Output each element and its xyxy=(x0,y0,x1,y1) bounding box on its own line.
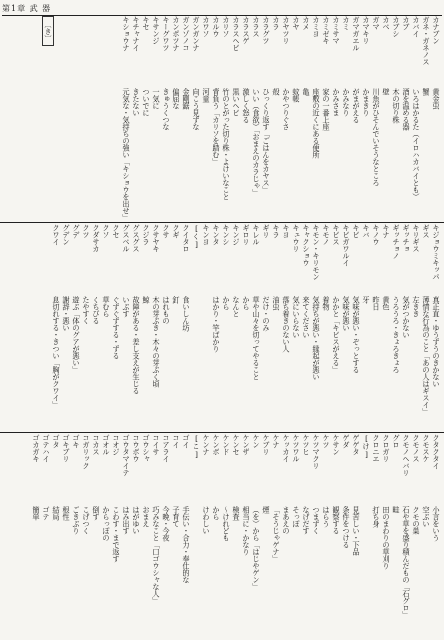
entry-gloss: 壁 xyxy=(382,88,391,95)
entry-gloss: 謝辞・悪い xyxy=(62,296,71,331)
entry-head: クモスケ xyxy=(422,434,431,462)
entry-head: カブシ xyxy=(392,16,401,37)
entry-gloss: 落ち着きのない人 xyxy=(282,296,291,352)
entry-gloss: はがゆい xyxy=(132,506,141,534)
entry-gloss: 蚊帳 xyxy=(292,88,301,102)
entry-head: グデ xyxy=(72,224,81,238)
entry-gloss: 木の芽ぶき・木々の芽ぶく頃 xyxy=(152,296,161,387)
entry-gloss: 家の一番上座 xyxy=(322,88,331,130)
band-3 xyxy=(0,432,444,640)
entry-head: ギス xyxy=(422,224,431,238)
entry-head: カラ xyxy=(272,16,281,30)
entry-head: キヨ xyxy=(282,224,291,238)
entry-gloss: こわす・まで返す xyxy=(112,506,121,562)
entry-gloss: だけ・のみ xyxy=(262,296,271,331)
entry-gloss: 一気に xyxy=(152,88,161,109)
entry-head: クダサカ xyxy=(92,224,101,252)
entry-head: コカス xyxy=(92,434,101,455)
entry-gloss: 金剛鋸 xyxy=(182,88,191,109)
entry-gloss: 川魚がひそんでいそうなところ xyxy=(372,88,381,186)
entry-head: クイタロ xyxy=(182,224,191,252)
entry-head: ケナ xyxy=(272,434,281,448)
entry-head: ガマ xyxy=(372,16,381,30)
entry-gloss: まあえの xyxy=(282,506,291,534)
entry-head: クロガリ xyxy=(382,434,391,462)
entry-head: ゴキ xyxy=(72,434,81,448)
entry-gloss: 打ち身 xyxy=(372,506,381,527)
entry-head: カミ xyxy=(342,16,351,30)
entry-gloss: 田のまわりの草刈り xyxy=(382,506,391,569)
entry-head: カバイ xyxy=(412,16,421,37)
entry-gloss: 子育て xyxy=(172,506,181,527)
entry-gloss: 小言をいう xyxy=(432,506,441,541)
entry-head: クサ xyxy=(162,224,171,238)
entry-gloss: 蟹 xyxy=(422,88,431,95)
entry-head: カヤ xyxy=(292,16,301,30)
entry-gloss: 手伝い・合力・奉仕的な xyxy=(182,506,191,583)
entry-head: グデン xyxy=(62,224,71,245)
entry-gloss: くちびる xyxy=(92,296,101,324)
entry-head: コウボウ xyxy=(132,434,141,462)
entry-head: ケンセ xyxy=(232,434,241,455)
entry-gloss: 結局 xyxy=(52,506,61,520)
entry-head: クロニエ xyxy=(372,434,381,462)
entry-gloss: 牙 xyxy=(362,296,371,303)
entry-gloss: 気持ちが悪い・縁起が悪い xyxy=(312,296,321,380)
entry-head: キモノ xyxy=(322,224,331,245)
band-1 xyxy=(0,14,444,223)
entry-head: ゲダ xyxy=(342,434,351,448)
entry-head: ギリ xyxy=(262,224,271,238)
entry-head: ケツマクリ xyxy=(312,434,321,469)
entry-head: カラスゲ xyxy=(242,16,251,44)
entry-gloss: 相当に・かなり xyxy=(242,506,251,555)
entry-gloss: 石や草を盛り積んだもの「石グロ」 xyxy=(402,506,411,618)
entry-head: カラスヘビ xyxy=(232,16,241,51)
entry-gloss: からっぽの xyxy=(102,506,111,541)
entry-gloss: （を）から「はじやゲン」 xyxy=(252,506,261,590)
entry-gloss: 草や山々を切ってやること xyxy=(252,296,261,380)
entry-head: ケサン xyxy=(332,434,341,455)
entry-head: ケッカイ xyxy=(282,434,291,462)
entry-gloss: いぶす xyxy=(122,296,131,317)
entry-head: キビス xyxy=(332,224,341,245)
entry-gloss: なんと xyxy=(232,296,241,317)
entry-head: ケンザ xyxy=(242,434,251,455)
entry-gloss: 背負う「カリソを踏む」 xyxy=(212,88,221,165)
entry-gloss: 来てください xyxy=(302,296,311,338)
band-2 xyxy=(0,222,444,433)
entry-gloss: 気味が悪い・ぞっとする xyxy=(352,296,361,373)
entry-gloss: はれもの xyxy=(162,296,171,324)
entry-gloss: かみなり xyxy=(342,88,351,116)
entry-gloss: ぐずぐずする・ずる xyxy=(112,296,121,359)
entry-head: カルウ xyxy=(212,16,221,37)
entry-gloss: クモの巣 xyxy=(412,506,421,534)
entry-head: キュウリ xyxy=(292,224,301,252)
entry-head: ガンゾノコ xyxy=(182,16,191,51)
entry-head: ゴウタマイテ xyxy=(122,434,131,476)
entry-gloss: 元気な・気持ちの強い「キショウを出せ」 xyxy=(122,88,131,221)
entry-gloss: 根性 xyxy=(62,506,71,520)
entry-head: ケン xyxy=(252,434,261,448)
entry-head: カベ xyxy=(382,16,391,30)
entry-head: キリギス xyxy=(412,224,421,252)
entry-gloss: うろうろ・きょろきょろ xyxy=(392,296,401,373)
entry-head: ガンガンナ xyxy=(192,16,201,51)
entry-head: ゲゲタ xyxy=(352,434,361,455)
entry-head: ギッチョノ xyxy=(392,224,401,259)
entry-gloss: 「そうじゃゲナ」 xyxy=(272,506,281,562)
entry-gloss: 座敷の近くにある便所 xyxy=(312,88,321,158)
entry-gloss: 黒いヘビ xyxy=(232,88,241,116)
entry-head: キャクショウ xyxy=(302,224,311,266)
entry-head: ケツワル xyxy=(292,434,301,462)
entry-head: カミゼキ xyxy=(322,16,331,44)
entry-gloss: 酒を温める器 xyxy=(402,88,411,130)
entry-head: ケンナ xyxy=(202,434,211,455)
entry-head: ガネ・ガネノス xyxy=(422,16,431,65)
entry-head: キンタ xyxy=(212,224,221,245)
entry-head: ゴウシャ xyxy=(142,434,151,462)
entry-head: ギッチョ xyxy=(402,224,411,252)
entry-head: [こ] xyxy=(192,434,201,459)
entry-gloss: けわしい xyxy=(202,506,211,534)
entry-gloss: 真正直・ゆうずうのきかない xyxy=(432,296,441,387)
entry-head: キーグワツ xyxy=(162,16,171,51)
entry-gloss: 見苦しい・下品 xyxy=(352,506,361,555)
entry-head: [く] xyxy=(192,224,201,249)
entry-gloss: 河童 xyxy=(202,88,211,102)
entry-head: キンヨ xyxy=(202,224,211,245)
entry-gloss: 息切れする・きつい「胸がクワイ」 xyxy=(52,296,61,408)
entry-head: クジラ xyxy=(142,224,151,245)
entry-head: [け] xyxy=(362,434,371,459)
entry-gloss: きゅうくつな xyxy=(162,88,171,130)
entry-gloss: 遊ぶ「体のグアが悪い」 xyxy=(72,296,81,373)
entry-head: クセ xyxy=(112,224,121,238)
entry-head: ガマガエル xyxy=(352,16,361,51)
entry-gloss: 向こう見ずな xyxy=(192,88,201,130)
entry-head: カンポツナ xyxy=(172,16,181,51)
entry-head: クモノス xyxy=(412,434,421,462)
entry-head: キラ xyxy=(272,224,281,238)
entry-gloss: つまずく xyxy=(312,506,321,534)
entry-head: カブ xyxy=(402,16,411,30)
entry-head: グロ xyxy=(392,434,401,448)
entry-head: ゴキブリ xyxy=(62,434,71,462)
entry-head: カラス xyxy=(252,16,261,37)
entry-head: ケツ xyxy=(322,434,331,448)
entry-head: カリソ xyxy=(222,16,231,37)
entry-gloss: そっぽ xyxy=(292,506,301,527)
entry-gloss: 着物 xyxy=(322,296,331,310)
entry-gloss: おまえ xyxy=(142,506,151,527)
entry-head: ゴカガキ xyxy=(32,434,41,462)
entry-head: キセ xyxy=(142,16,151,30)
entry-gloss: 薄情な行為のこと「あの人はギスイ」 xyxy=(422,296,431,415)
entry-head: カナブン xyxy=(432,16,441,44)
entry-gloss: 気味が悪い xyxy=(342,296,351,331)
entry-gloss: 黄金虫 xyxy=(432,88,441,109)
entry-head: クギ xyxy=(172,224,181,238)
entry-head: コガリック xyxy=(82,434,91,469)
entry-gloss: から xyxy=(222,296,231,310)
entry-gloss: 昨日 xyxy=(372,296,381,310)
entry-gloss: 〜けれども xyxy=(222,506,231,541)
entry-gloss: かみさま xyxy=(332,88,341,116)
entry-head: キノウ xyxy=(372,224,381,245)
entry-head: クソ xyxy=(102,224,111,238)
entry-head: ギロリ xyxy=(242,224,251,245)
entry-gloss: はらう xyxy=(322,506,331,527)
entry-head: キチャナイ xyxy=(132,16,141,51)
entry-gloss: 気にいらない xyxy=(292,296,301,338)
section-mark: 〔き〕 xyxy=(42,16,54,46)
entry-head: ケブリ xyxy=(262,434,271,455)
entry-head: コイサ xyxy=(152,434,161,455)
entry-gloss: 気がつかない xyxy=(402,296,411,338)
entry-head: ゴテハイ xyxy=(42,434,51,462)
entry-gloss: ゴテ xyxy=(42,506,51,520)
entry-gloss: 条件をつける xyxy=(342,506,351,548)
entry-head: キビガワルイ xyxy=(342,224,351,266)
entry-head: キジョウミキッパ xyxy=(432,224,441,280)
page-header: 第1章 武 器 xyxy=(2,3,442,16)
entry-gloss: きたない xyxy=(132,88,141,116)
entry-head: カマキリ xyxy=(362,16,371,44)
entry-gloss: たやすく xyxy=(82,296,91,324)
entry-head: キレル xyxy=(252,224,261,245)
entry-gloss: 畦 xyxy=(392,506,401,513)
entry-head: キショウナ xyxy=(122,16,131,51)
entry-gloss: 偏屈な xyxy=(172,88,181,109)
entry-head: カヤツリ xyxy=(282,16,291,44)
entry-head: ケンド xyxy=(222,434,231,455)
entry-head: ゴタ xyxy=(52,434,61,448)
entry-head: クタクタイ xyxy=(432,434,441,469)
entry-head: キンジ xyxy=(232,224,241,245)
entry-gloss: ひっくり返す「ごはんをカヤス」 xyxy=(262,88,271,193)
entry-gloss: 殻 xyxy=(272,88,281,95)
entry-gloss: 草むら xyxy=(102,296,111,317)
entry-gloss: いろはかるた（イロハカバイとも） xyxy=(412,88,421,200)
entry-gloss: ついでに xyxy=(142,88,151,116)
entry-gloss: なげだす xyxy=(302,506,311,534)
entry-head: コオジ xyxy=(112,434,121,455)
entry-gloss: 検査 xyxy=(232,506,241,520)
entry-gloss: かかと「キビスがえる」 xyxy=(332,296,341,373)
entry-head: ゴイ xyxy=(182,434,191,448)
entry-gloss: 観察する xyxy=(332,506,341,534)
entry-gloss: 倒す xyxy=(92,506,101,520)
entry-head: コアライ xyxy=(162,434,171,462)
entry-head: カミヨ xyxy=(312,16,321,37)
entry-head: グスグス xyxy=(132,224,141,252)
entry-gloss: はみ出す xyxy=(122,506,131,534)
entry-gloss: 激しく怒る xyxy=(242,88,251,123)
entry-gloss: かまきり xyxy=(362,88,371,116)
entry-gloss: 今晩・今夜 xyxy=(162,506,171,541)
entry-head: カミサマ xyxy=(332,16,341,44)
entry-gloss: 釘 xyxy=(172,296,181,303)
entry-gloss: 黄色 xyxy=(382,296,391,310)
entry-head: ケンボ xyxy=(212,434,221,455)
entry-gloss: 油虫 xyxy=(272,296,281,310)
entry-head: カラグツ xyxy=(262,16,271,44)
entry-head: グスベル xyxy=(122,224,131,252)
entry-gloss: から xyxy=(242,296,251,310)
entry-head: キナ xyxy=(382,224,391,238)
entry-head: クサヤキ xyxy=(152,224,161,252)
entry-gloss: 木の切り株 xyxy=(392,88,401,123)
entry-gloss: 簡単 xyxy=(32,506,41,520)
entry-head: キバ xyxy=(362,224,371,238)
entry-gloss: 鯨 xyxy=(142,296,151,303)
entry-head: キビ xyxy=(352,224,361,238)
entry-head: カメ xyxy=(302,16,311,30)
entry-head: コイ xyxy=(172,434,181,448)
entry-gloss: いい（食欲）「おまえのカラじゃ」 xyxy=(252,88,261,197)
entry-head: ゴオル xyxy=(102,434,111,455)
entry-gloss: 左きき xyxy=(412,296,421,317)
entry-head: クモノヘバリ xyxy=(402,434,411,476)
entry-gloss: 故障がある・差し支えが生じる xyxy=(132,296,141,394)
entry-head: クツ xyxy=(82,224,91,238)
entry-head: キサンジ xyxy=(152,16,161,44)
entry-gloss: 巧みなこと「口ゴウシャな人」 xyxy=(152,506,161,604)
entry-head: キモン・キリモン xyxy=(312,224,321,280)
entry-head: キンシ xyxy=(222,224,231,245)
entry-head: ケツヒ xyxy=(302,434,311,455)
entry-gloss: 竹のとがった切り株・よけいなこと xyxy=(222,88,231,200)
entry-gloss: から xyxy=(212,506,221,520)
entry-gloss: こげつく xyxy=(82,506,91,534)
entry-gloss: 亀 xyxy=(302,88,311,95)
entry-gloss: がまがえる xyxy=(352,88,361,123)
entry-head: クワイ xyxy=(52,224,61,245)
entry-gloss: 食いしん坊 xyxy=(182,296,191,331)
entry-gloss: 空ぶい xyxy=(422,506,431,527)
entry-gloss: 煙 xyxy=(262,506,271,513)
entry-gloss: かやつりぐさ xyxy=(282,88,291,130)
entry-head: カワソ xyxy=(202,16,211,37)
entry-gloss: ごきぶり xyxy=(72,506,81,534)
entry-gloss: はかり・竿ばかり xyxy=(212,296,221,352)
